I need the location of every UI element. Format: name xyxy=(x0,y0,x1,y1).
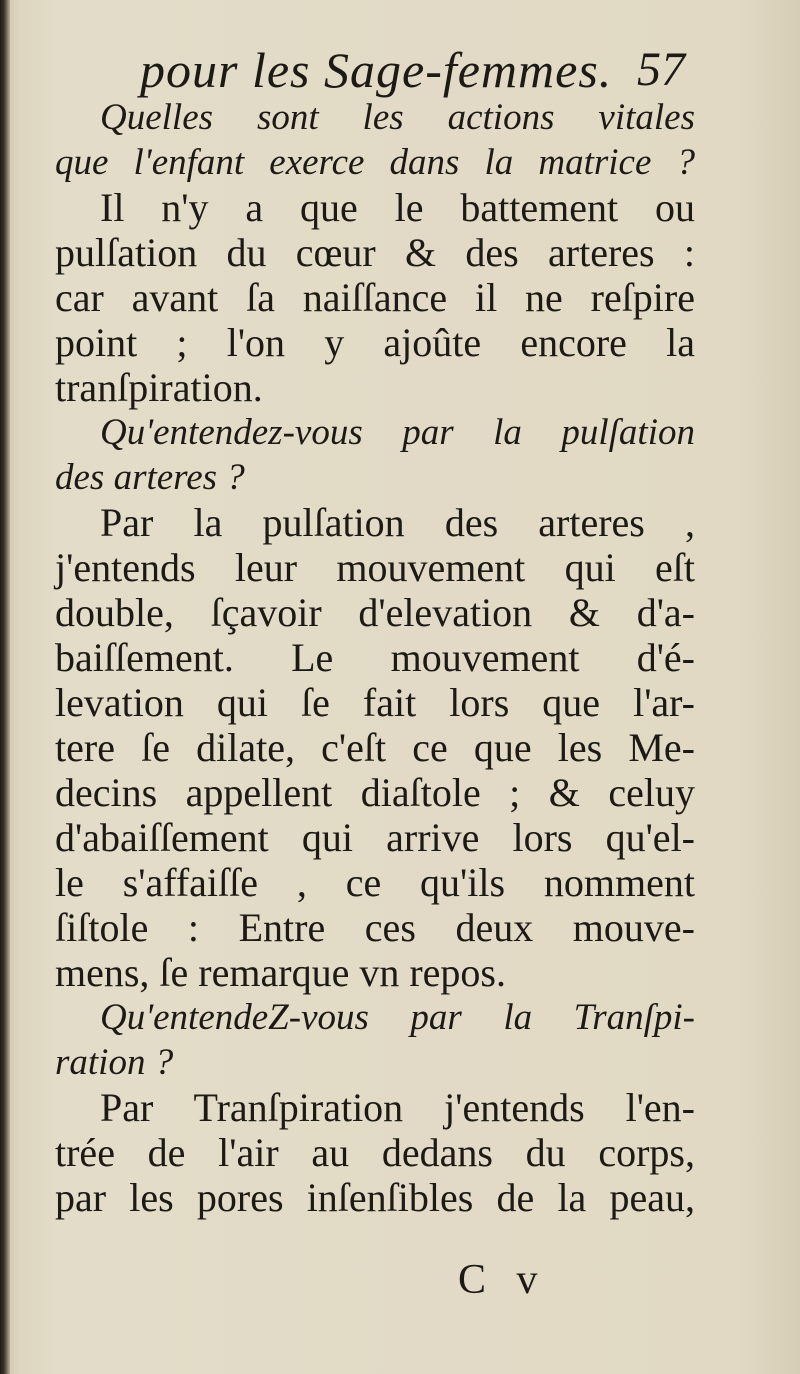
answer-line: pulſation du cœur & des arteres : xyxy=(55,230,695,275)
answer-line: trée de l'air au dedans du corps, xyxy=(55,1130,695,1175)
answer-line: par les pores inſenſibles de la peau, xyxy=(55,1175,695,1220)
answer-line: car avant ſa naiſſance il ne reſpire xyxy=(55,275,695,320)
signature-mark: C v xyxy=(458,1257,548,1303)
question-line: Qu'entendeZ-vous par la Tranſpi- xyxy=(100,997,695,1038)
answer-line: baiſſement. Le mouvement d'é- xyxy=(55,635,695,680)
answer-line: j'entends leur mouvement qui eſt xyxy=(55,545,695,590)
answer-line: levation qui ſe fait lors que l'ar- xyxy=(55,680,695,725)
answer-line: mens, ſe remarque vn repos. xyxy=(55,950,506,995)
question-line: Qu'entendez-vous par la pulſation xyxy=(100,412,695,453)
answer-line: decins appellent diaſtole ; & celuy xyxy=(55,770,695,815)
running-head: pour les Sage-femmes. xyxy=(140,42,613,98)
question-line: que l'enfant exerce dans la matrice ? xyxy=(55,142,695,183)
question-line: Quelles sont les actions vitales xyxy=(100,97,695,138)
page-header xyxy=(140,40,685,100)
answer-line: Par Tranſpiration j'entends l'en- xyxy=(100,1085,695,1130)
answer-line: tere ſe dilate, c'eſt ce que les Me- xyxy=(55,725,695,770)
page-gutter-edge xyxy=(0,0,10,1374)
answer-line: point ; l'on y ajoûte encore la xyxy=(55,320,695,365)
answer-line: Par la pulſation des arteres , xyxy=(100,500,695,545)
page-number: 57 xyxy=(637,43,685,96)
answer-line: tranſpiration. xyxy=(55,365,263,410)
answer-line: d'abaiſſement qui arrive lors qu'el- xyxy=(55,815,695,860)
body-text xyxy=(55,95,695,1220)
answer-line: le s'affaiſſe , ce qu'ils nomment xyxy=(55,860,695,905)
answer-line: Il n'y a que le battement ou xyxy=(100,185,695,230)
answer-line: double, ſçavoir d'elevation & d'a- xyxy=(55,590,695,635)
answer-line: ſiſtole : Entre ces deux mouve- xyxy=(55,905,695,950)
question-line: des arteres ? xyxy=(55,457,245,498)
question-line: ration ? xyxy=(55,1042,174,1083)
